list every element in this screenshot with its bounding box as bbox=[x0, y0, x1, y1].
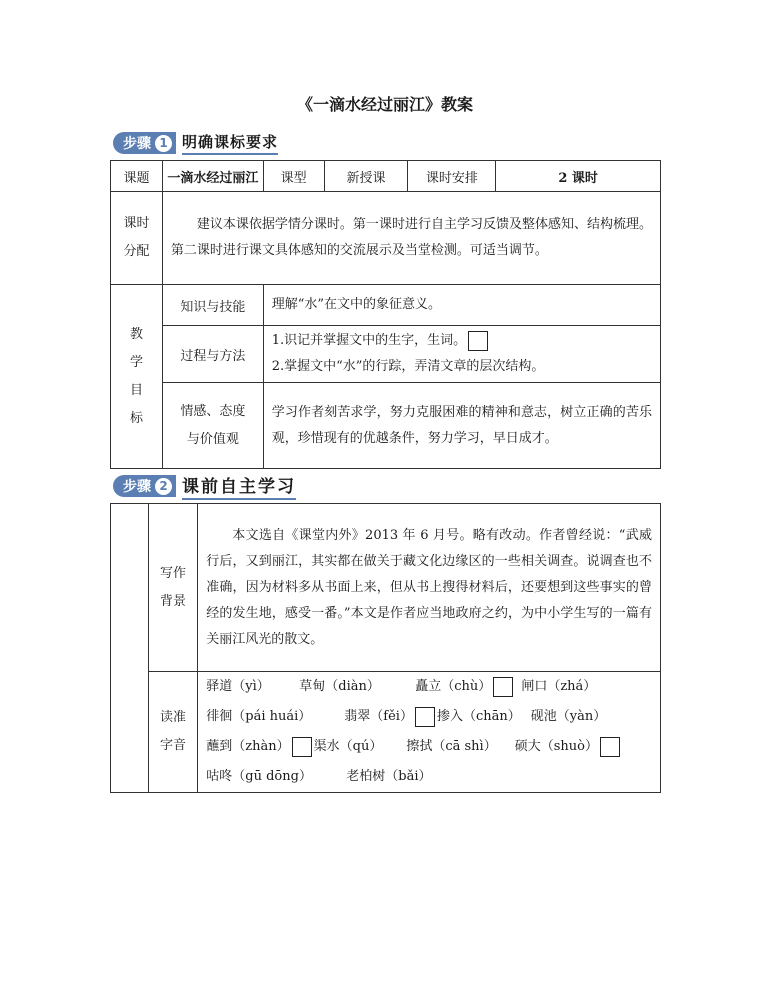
goals-char-2: 学 bbox=[129, 354, 143, 370]
process-line-2: 2.掌握文中“水”的行踪，弄清文章的层次结构。 bbox=[271, 359, 545, 374]
goals-char-1: 教 bbox=[129, 326, 143, 342]
header-row bbox=[111, 161, 661, 192]
emotion-label bbox=[162, 383, 263, 469]
emotion-row bbox=[111, 383, 661, 469]
step-1-label: 步骤 bbox=[123, 136, 151, 152]
self-study-table bbox=[110, 503, 661, 793]
answer-box[interactable] bbox=[468, 331, 488, 351]
step-1-header bbox=[113, 130, 278, 156]
word-item: 蘸到（zhàn） bbox=[206, 739, 290, 754]
background-label-line1: 写作 bbox=[159, 565, 186, 581]
emotion-text: 学习作者刻苦求学，努力克服困难的精神和意志，树立正确的苦乐观，珍惜现有的优越条件，努力学习，早日成才。 bbox=[263, 383, 660, 469]
pronunciation-cell bbox=[198, 672, 661, 793]
process-label: 过程与方法 bbox=[162, 326, 263, 383]
word-item: 咕咚（gū dōng） bbox=[206, 769, 312, 784]
answer-box[interactable] bbox=[493, 677, 513, 697]
process-row bbox=[111, 326, 661, 383]
answer-box[interactable] bbox=[415, 707, 435, 727]
type-value: 新授课 bbox=[324, 161, 408, 192]
step-2-title: 课前自主学习 bbox=[182, 472, 296, 500]
pinyin-row-1 bbox=[198, 672, 660, 702]
word-item: 擦拭（cā shì） bbox=[406, 739, 497, 754]
knowledge-label: 知识与技能 bbox=[162, 285, 263, 326]
process-cell bbox=[263, 326, 660, 383]
word-item: 驿道（yì） bbox=[206, 679, 270, 694]
background-text: 本文选自《课堂内外》2013 年 6 月号。略有改动。作者曾经说：“武威行后，又到丽江，其实都在做关于藏文化边缘区的一些相关调查。说调查也不准确，因为材料多从书面上来，但从书上搜得材料后，还要想到这些事实的曾经的发生地，感受一番。”本文是作者应当地政府之约，为中小学生写的一篇有关丽江风光的散文。 bbox=[198, 504, 661, 672]
blank-column bbox=[111, 504, 149, 793]
emotion-label-line2: 与价值观 bbox=[186, 431, 239, 447]
word-item: 草甸（diàn） bbox=[299, 679, 380, 694]
process-line-1: 1.识记并掌握文中的生字，生词。 bbox=[271, 333, 467, 348]
step-2-header bbox=[113, 473, 296, 499]
period-row bbox=[111, 192, 661, 285]
pronunciation-label bbox=[148, 672, 198, 793]
step-1-number: 1 bbox=[155, 135, 172, 152]
answer-box[interactable] bbox=[292, 737, 312, 757]
step-1-tag bbox=[113, 132, 176, 154]
word-item: 翡翠（fěi） bbox=[344, 709, 413, 724]
step-2-number: 2 bbox=[155, 478, 172, 495]
word-item: 闸口（zhá） bbox=[521, 679, 597, 694]
period-label-line1: 课时 bbox=[123, 216, 150, 231]
word-item: 硕大（shuò） bbox=[514, 739, 598, 754]
knowledge-text: 理解“水”在文中的象征意义。 bbox=[263, 285, 660, 326]
word-item: 老柏树（bǎi） bbox=[346, 769, 432, 784]
word-item: 砚池（yàn） bbox=[530, 709, 607, 724]
answer-box[interactable] bbox=[600, 737, 620, 757]
background-label-line2: 背景 bbox=[159, 593, 186, 609]
lesson-plan-table bbox=[110, 160, 661, 469]
period-label bbox=[111, 192, 163, 285]
schedule-value: 2 课时 bbox=[496, 161, 661, 192]
pinyin-row-3 bbox=[198, 732, 660, 762]
word-item: 矗立（chù） bbox=[415, 679, 492, 694]
topic-value: 一滴水经过丽江 bbox=[162, 161, 263, 192]
pinyin-row-2 bbox=[198, 702, 660, 732]
pronunciation-label-line1: 读准 bbox=[159, 710, 186, 725]
step-2-tag bbox=[113, 475, 176, 497]
word-item: 掺入（chān） bbox=[436, 709, 521, 724]
background-label bbox=[148, 504, 198, 672]
goals-label bbox=[111, 285, 163, 469]
schedule-label: 课时安排 bbox=[408, 161, 496, 192]
pinyin-row-4 bbox=[198, 762, 660, 792]
goals-char-4: 标 bbox=[129, 410, 143, 426]
step-2-label: 步骤 bbox=[123, 479, 151, 495]
knowledge-row bbox=[111, 285, 661, 326]
word-item: 渠水（qú） bbox=[313, 739, 383, 754]
step-1-title: 明确课标要求 bbox=[182, 131, 278, 155]
topic-label: 课题 bbox=[111, 161, 163, 192]
goals-char-3: 目 bbox=[129, 382, 143, 398]
background-row bbox=[111, 504, 661, 672]
word-item: 徘徊（pái huái） bbox=[206, 709, 312, 724]
period-label-line2: 分配 bbox=[123, 244, 150, 259]
emotion-label-line1: 情感、态度 bbox=[180, 403, 246, 419]
pronunciation-label-line2: 字音 bbox=[159, 738, 186, 753]
page-title: 《一滴水经过丽江》教案 bbox=[296, 95, 473, 114]
type-label: 课型 bbox=[263, 161, 324, 192]
period-text: 建议本课依据学情分课时。第一课时进行自主学习反馈及整体感知、结构梳理。第二课时进行课文具体感知的交流展示及当堂检测。可适当调节。 bbox=[162, 192, 660, 285]
pronunciation-row bbox=[111, 672, 661, 793]
